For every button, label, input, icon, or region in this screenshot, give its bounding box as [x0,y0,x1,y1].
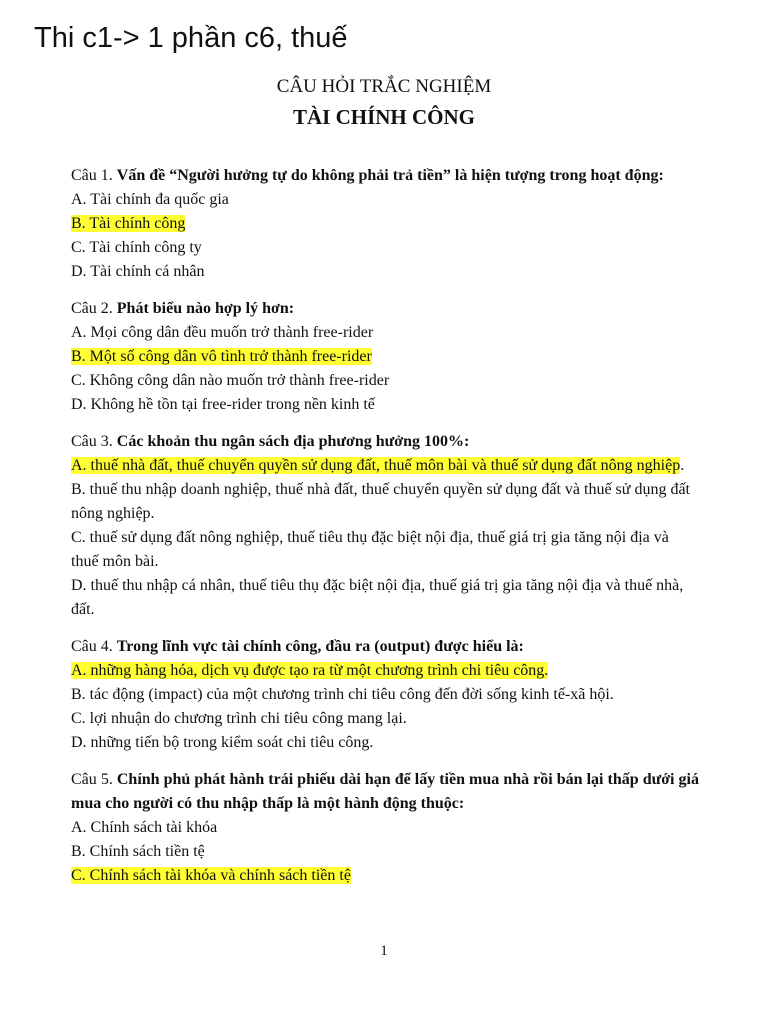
question-text: Vấn đề “Người hưởng tự do không phải trả tiền” là hiện tượng trong hoạt động: [116,167,664,184]
doc-title: TÀI CHÍNH CÔNG [292,105,476,129]
question-label: Câu 1. [71,167,113,184]
answer-option-text: B. Tài chính công [71,215,186,232]
answer-option-highlighted [71,212,699,236]
handwritten-note: Thi c1-> 1 phần c6, thuế [34,22,348,54]
answer-option-text: B. thuế thu nhập doanh nghiệp, thuế nhà đất, thuế chuyển quyền sử dụng đất và thuế sử dụng đất nông nghiệp. [71,481,690,522]
answer-option-text: D. thuế thu nhập cá nhân, thuế tiêu thụ đặc biệt nội địa, thuế giá trị gia tăng nội địa và thuế nhà, đất. [71,577,684,618]
answer-option-text: B. Chính sách tiền tệ [71,843,205,860]
answer-option-text: A. những hàng hóa, dịch vụ được tạo ra từ một chương trình chi tiêu công. [71,662,549,679]
answer-option [71,321,699,345]
answer-option-text: D. Không hề tồn tại free-rider trong nền kinh tế [71,396,375,413]
answer-option-text: C. Tài chính công ty [71,239,202,256]
answer-option [71,260,699,284]
answer-option [71,731,699,755]
question-1 [71,164,699,284]
answer-option-text: C. thuế sử dụng đất nông nghiệp, thuế tiêu thụ đặc biệt nội địa, thuế giá trị gia tăng nội địa và thuế môn bài. [71,529,669,570]
question-3 [71,430,699,622]
answer-option-text: C. Chính sách tài khóa và chính sách tiền tệ [71,867,351,884]
question-2 [71,297,699,417]
answer-option-text: B. tác động (impact) của một chương trình chi tiêu công đến đời sống kinh tế-xã hội. [71,686,614,703]
question-stem [71,430,699,454]
answer-option-text: D. Tài chính cá nhân [71,263,205,280]
answer-option-highlighted [71,454,699,478]
question-stem [71,164,699,188]
answer-option-text: C. Không công dân nào muốn trở thành free-rider [71,372,390,389]
answer-option [71,369,699,393]
question-text: Trong lĩnh vực tài chính công, đầu ra (output) được hiểu là: [116,638,524,655]
answer-option [71,816,699,840]
answer-option-text: A. Tài chính đa quốc gia [71,191,229,208]
question-5 [71,768,699,888]
answer-option [71,683,699,707]
answer-option-text: D. những tiến bộ trong kiểm soát chi tiêu công. [71,734,374,751]
answer-option-suffix: . [680,457,685,474]
answer-option [71,478,699,526]
answer-option [71,393,699,417]
question-stem [71,635,699,659]
answer-option-text: A. Chính sách tài khóa [71,819,218,836]
answer-option-highlighted [71,659,699,683]
question-4 [71,635,699,755]
answer-option [71,840,699,864]
answer-option-text: A. Mọi công dân đều muốn trở thành free-rider [71,324,374,341]
answer-option [71,236,699,260]
question-label: Câu 5. [71,771,113,788]
answer-option [71,188,699,212]
question-label: Câu 3. [71,433,113,450]
question-stem [71,768,699,816]
answer-option-highlighted [71,345,699,369]
page-number: 1 [380,943,388,959]
question-label: Câu 4. [71,638,113,655]
question-text: Các khoản thu ngân sách địa phương hưởng 100%: [116,433,470,450]
answer-option-highlighted [71,864,699,888]
question-text: Chính phủ phát hành trái phiếu dài hạn để lấy tiền mua nhà rồi bán lại thấp dưới giá mua cho người có thu nhập thấp là một hành động thuộc: [71,771,699,812]
question-label: Câu 2. [71,300,113,317]
question-list [71,164,699,901]
answer-option-text: C. lợi nhuận do chương trình chi tiêu công mang lại. [71,710,407,727]
answer-option-text: A. thuế nhà đất, thuế chuyển quyền sử dụng đất, thuế môn bài và thuế sử dụng đất nông nghiệp [71,457,681,474]
answer-option [71,526,699,574]
question-text: Phát biểu nào hợp lý hơn: [116,300,295,317]
question-stem [71,297,699,321]
answer-option-text: B. Một số công dân vô tình trở thành free-rider [71,348,372,365]
doc-subtitle: CÂU HỎI TRẮC NGHIỆM [276,76,492,97]
answer-option [71,707,699,731]
answer-option [71,574,699,622]
